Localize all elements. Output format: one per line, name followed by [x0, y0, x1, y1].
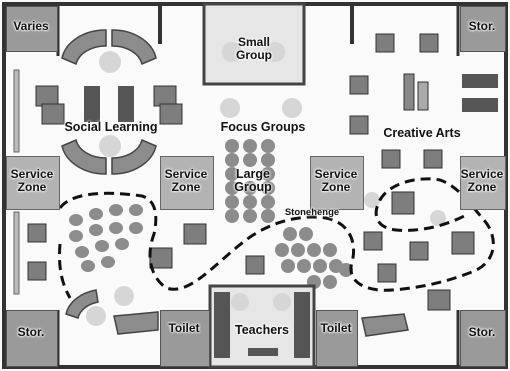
table-cluster	[364, 192, 474, 310]
stonehenge-label: Stonehenge	[284, 207, 340, 218]
storage-label-top-right: Stor.	[468, 19, 496, 33]
social-learning-label: Social Learning	[64, 120, 158, 134]
focus-groups-label: Focus Groups	[220, 120, 306, 134]
small-group-label: Small Group	[236, 35, 272, 62]
movement-path	[59, 244, 70, 298]
table-cluster	[28, 224, 264, 280]
curved-bench	[362, 314, 408, 336]
storage-label-bottom-right: Stor.	[468, 325, 496, 339]
toilet-label-left: Toilet	[168, 321, 200, 335]
large-group-label: Large Group	[234, 167, 272, 195]
toilet-label-right: Toilet	[320, 321, 352, 335]
table	[118, 86, 134, 122]
easel	[418, 82, 428, 110]
varies-label: Varies	[13, 19, 49, 33]
movement-path	[60, 179, 493, 290]
wall-shelf	[14, 212, 19, 294]
wall-shelf	[14, 70, 19, 152]
toilet-room-right	[316, 310, 358, 367]
seat-field	[69, 204, 143, 272]
table	[84, 86, 100, 122]
table-cluster	[36, 86, 182, 124]
teachers-label: Teachers	[235, 323, 289, 337]
easel	[404, 74, 414, 110]
bench	[462, 98, 498, 112]
storage-label-bottom-left: Stor.	[17, 325, 45, 339]
toilet-room-left	[160, 310, 210, 367]
curved-bench	[62, 30, 106, 64]
desk	[248, 348, 278, 356]
service-zone-center-left-label: Service Zone	[164, 167, 208, 194]
service-zone-center-right-label: Service Zone	[314, 167, 358, 194]
service-zone-left-label: Service Zone	[10, 167, 54, 194]
bench	[462, 74, 498, 88]
creative-arts-label: Creative Arts	[383, 126, 461, 140]
curved-bench	[114, 312, 158, 334]
stonehenge-seats	[275, 227, 353, 289]
service-zone-right-label: Service Zone	[460, 167, 504, 194]
